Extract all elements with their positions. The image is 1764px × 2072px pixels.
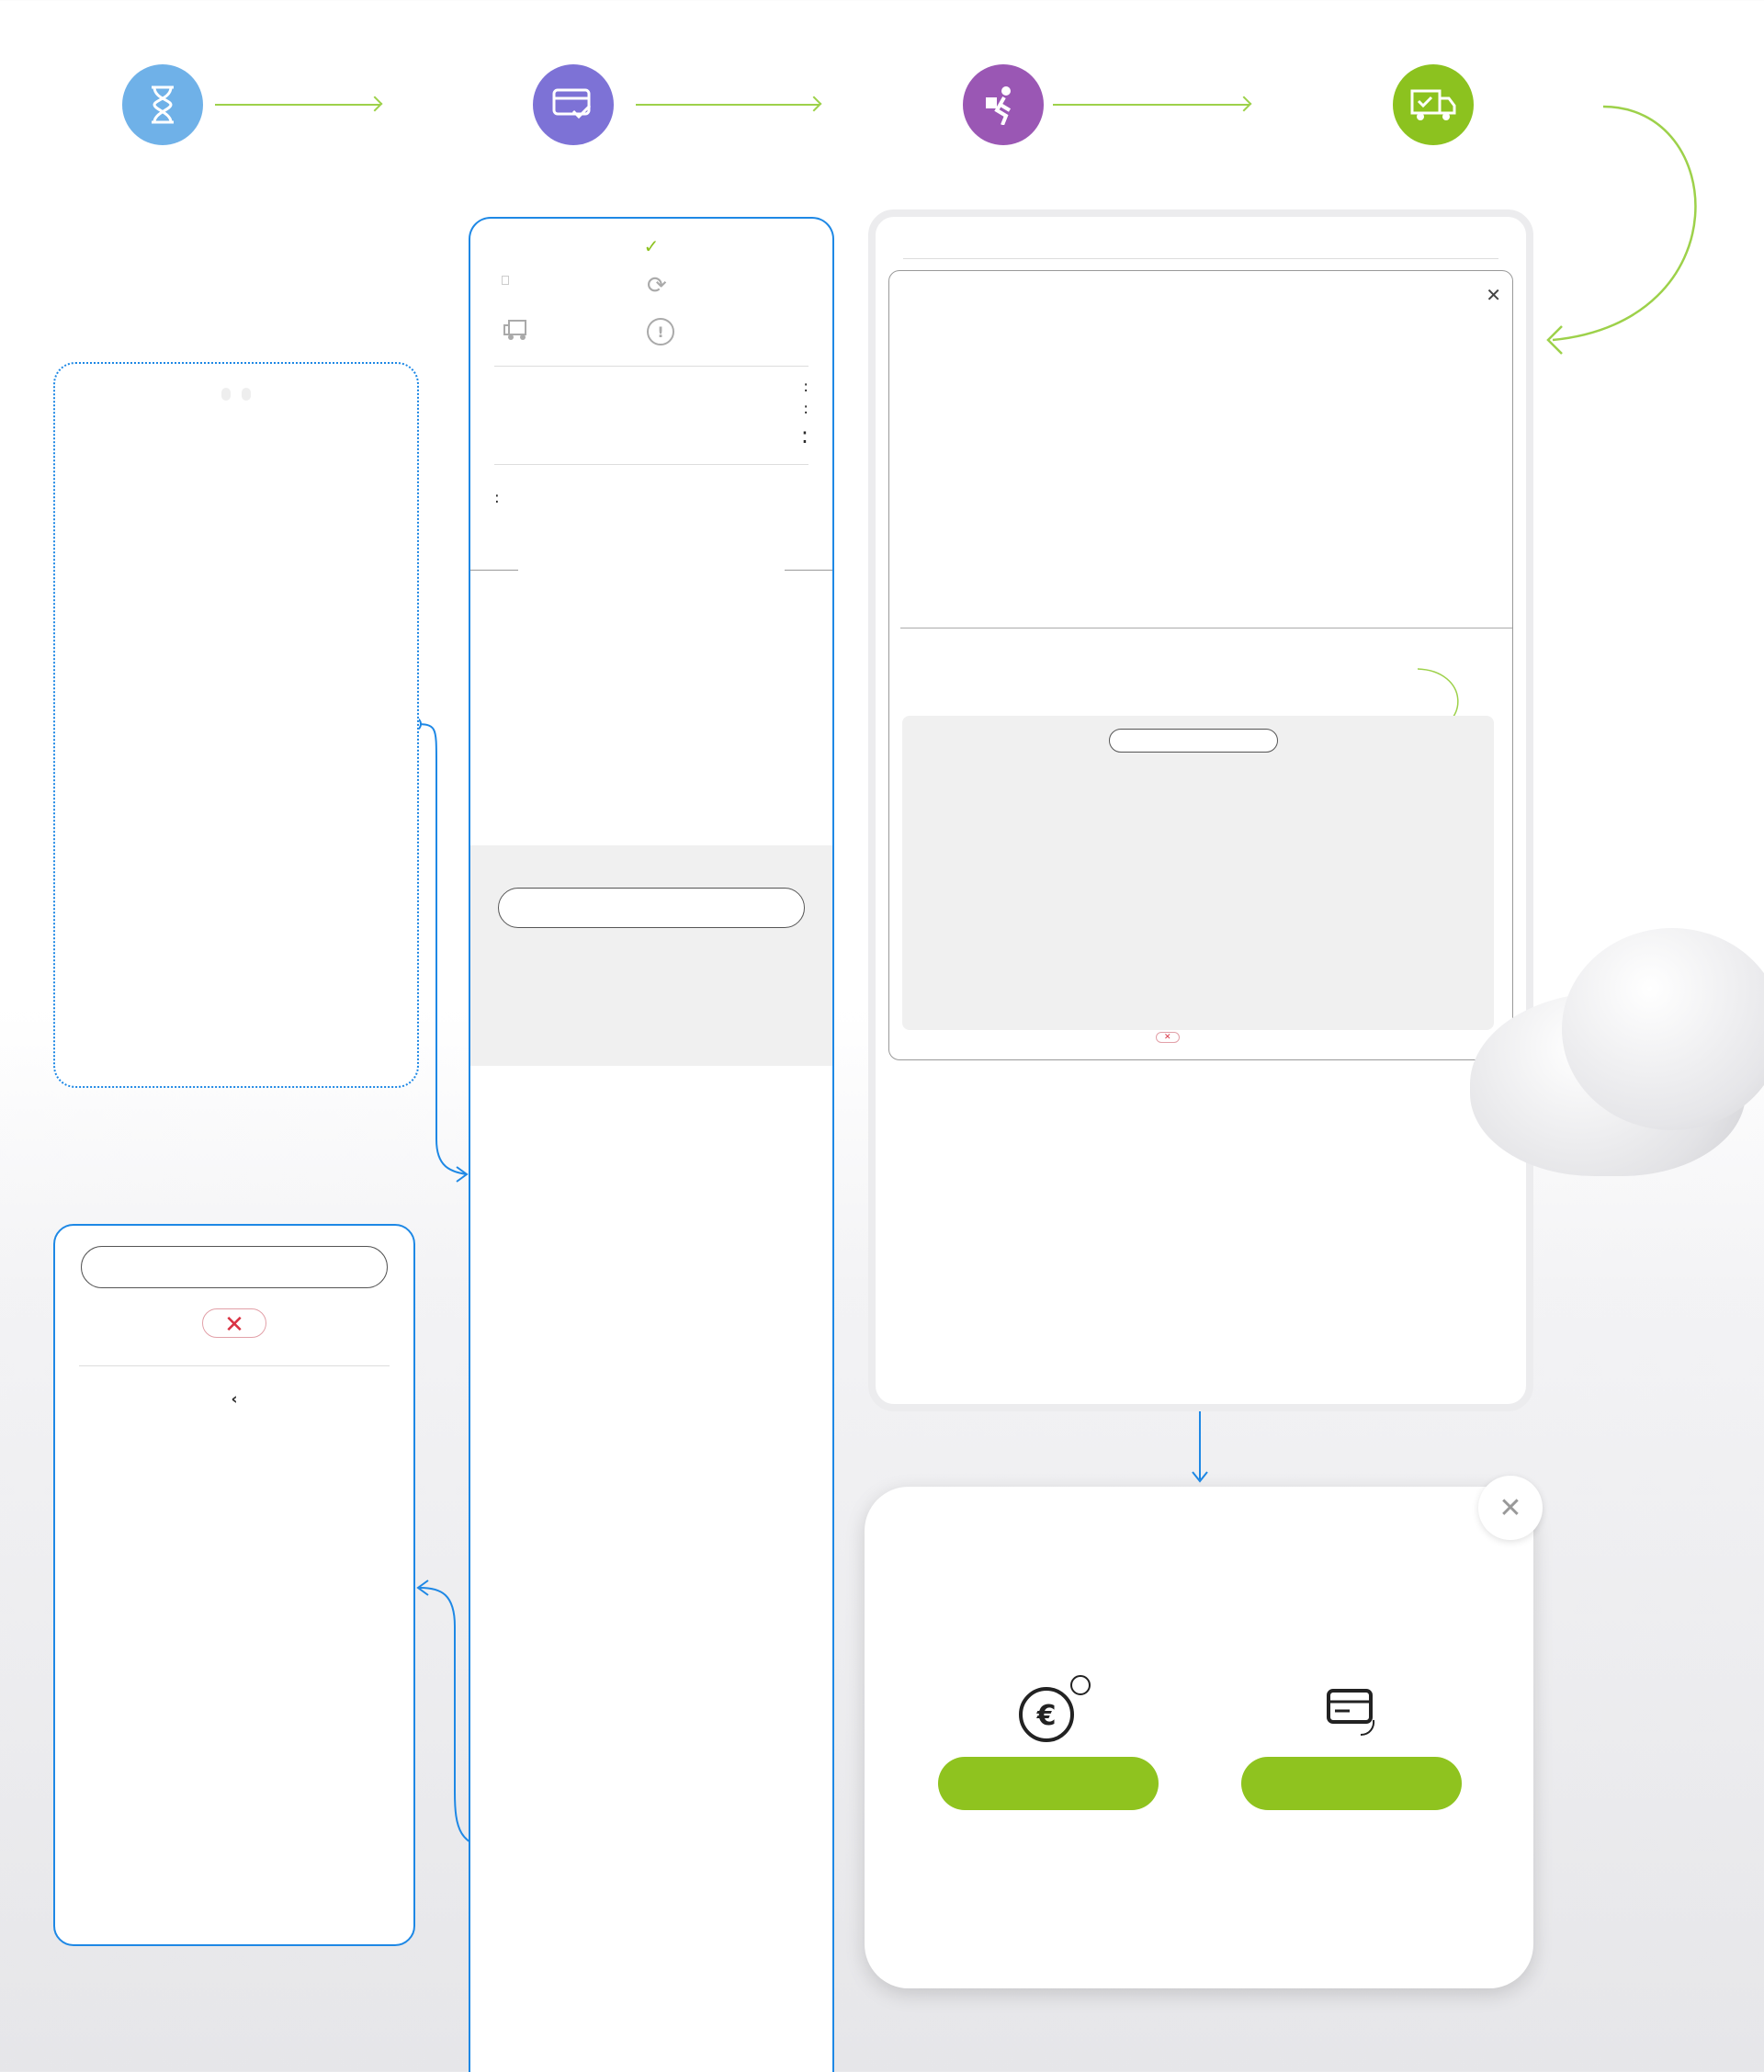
tab-orders-count	[221, 388, 231, 401]
cloud-decoration	[1433, 873, 1764, 1204]
order-tracking-pill[interactable]	[498, 888, 805, 928]
euro-coin-icon	[1002, 1670, 1094, 1748]
cancel-modal	[865, 1487, 1533, 1988]
mobile-history-tabs	[55, 384, 417, 402]
pdf-icon	[502, 276, 509, 285]
chevron-left-icon: ‹	[231, 1390, 238, 1409]
mobile-tracking-pill[interactable]	[81, 1246, 388, 1288]
order-shipping-info: :	[494, 464, 808, 509]
modal-mini-steps	[972, 659, 1450, 705]
follow-steps	[470, 533, 832, 845]
track-order-button[interactable]	[502, 318, 542, 342]
modal-cancel	[1156, 1032, 1299, 1043]
refresh-icon: ⟳	[647, 272, 667, 300]
cancel-order-button[interactable]	[202, 1308, 266, 1338]
invoice-button[interactable]	[502, 276, 518, 285]
svg-text:€: €	[1036, 1700, 1057, 1732]
truck-icon	[502, 318, 533, 342]
order-product-list	[494, 366, 808, 367]
order-actions	[470, 265, 832, 366]
order-detail-panel	[469, 217, 834, 2072]
reorder-button[interactable]	[647, 272, 676, 300]
cancel-modal-close-icon[interactable]: ✕	[1478, 1476, 1543, 1540]
modal-info	[935, 534, 1487, 607]
desktop-order-modal	[888, 270, 1513, 1060]
report-problem-button[interactable]	[647, 318, 684, 345]
order-totals: : : :	[800, 378, 808, 448]
mobile-cancel-section	[55, 1308, 413, 1338]
desktop-history-panel	[868, 209, 1533, 1411]
mobile-history-panel	[53, 362, 419, 1088]
tab-products[interactable]	[242, 384, 251, 402]
card-refund-icon	[1306, 1670, 1397, 1748]
voucher-option	[910, 1670, 1186, 1830]
modal-cancel-button[interactable]: ✕	[1156, 1032, 1180, 1043]
modal-delivery	[902, 716, 1494, 1030]
refund-option	[1214, 1670, 1489, 1830]
mobile-delivery-panel	[53, 1224, 415, 1946]
alert-icon: !	[647, 318, 674, 345]
back-to-history-link[interactable]	[79, 1365, 390, 1409]
modal-close-icon[interactable]: ✕	[1486, 284, 1501, 306]
refund-button[interactable]	[1241, 1757, 1462, 1810]
order-status: ✓	[643, 235, 660, 257]
voucher-button[interactable]	[938, 1757, 1159, 1810]
tab-orders[interactable]	[221, 384, 231, 402]
modal-tracking-pill[interactable]	[1109, 729, 1278, 753]
tab-products-count	[242, 388, 251, 401]
close-x-icon: ✕	[224, 1311, 244, 1339]
desktop-tabs	[876, 241, 1526, 249]
order-delivery-section	[470, 845, 832, 1066]
